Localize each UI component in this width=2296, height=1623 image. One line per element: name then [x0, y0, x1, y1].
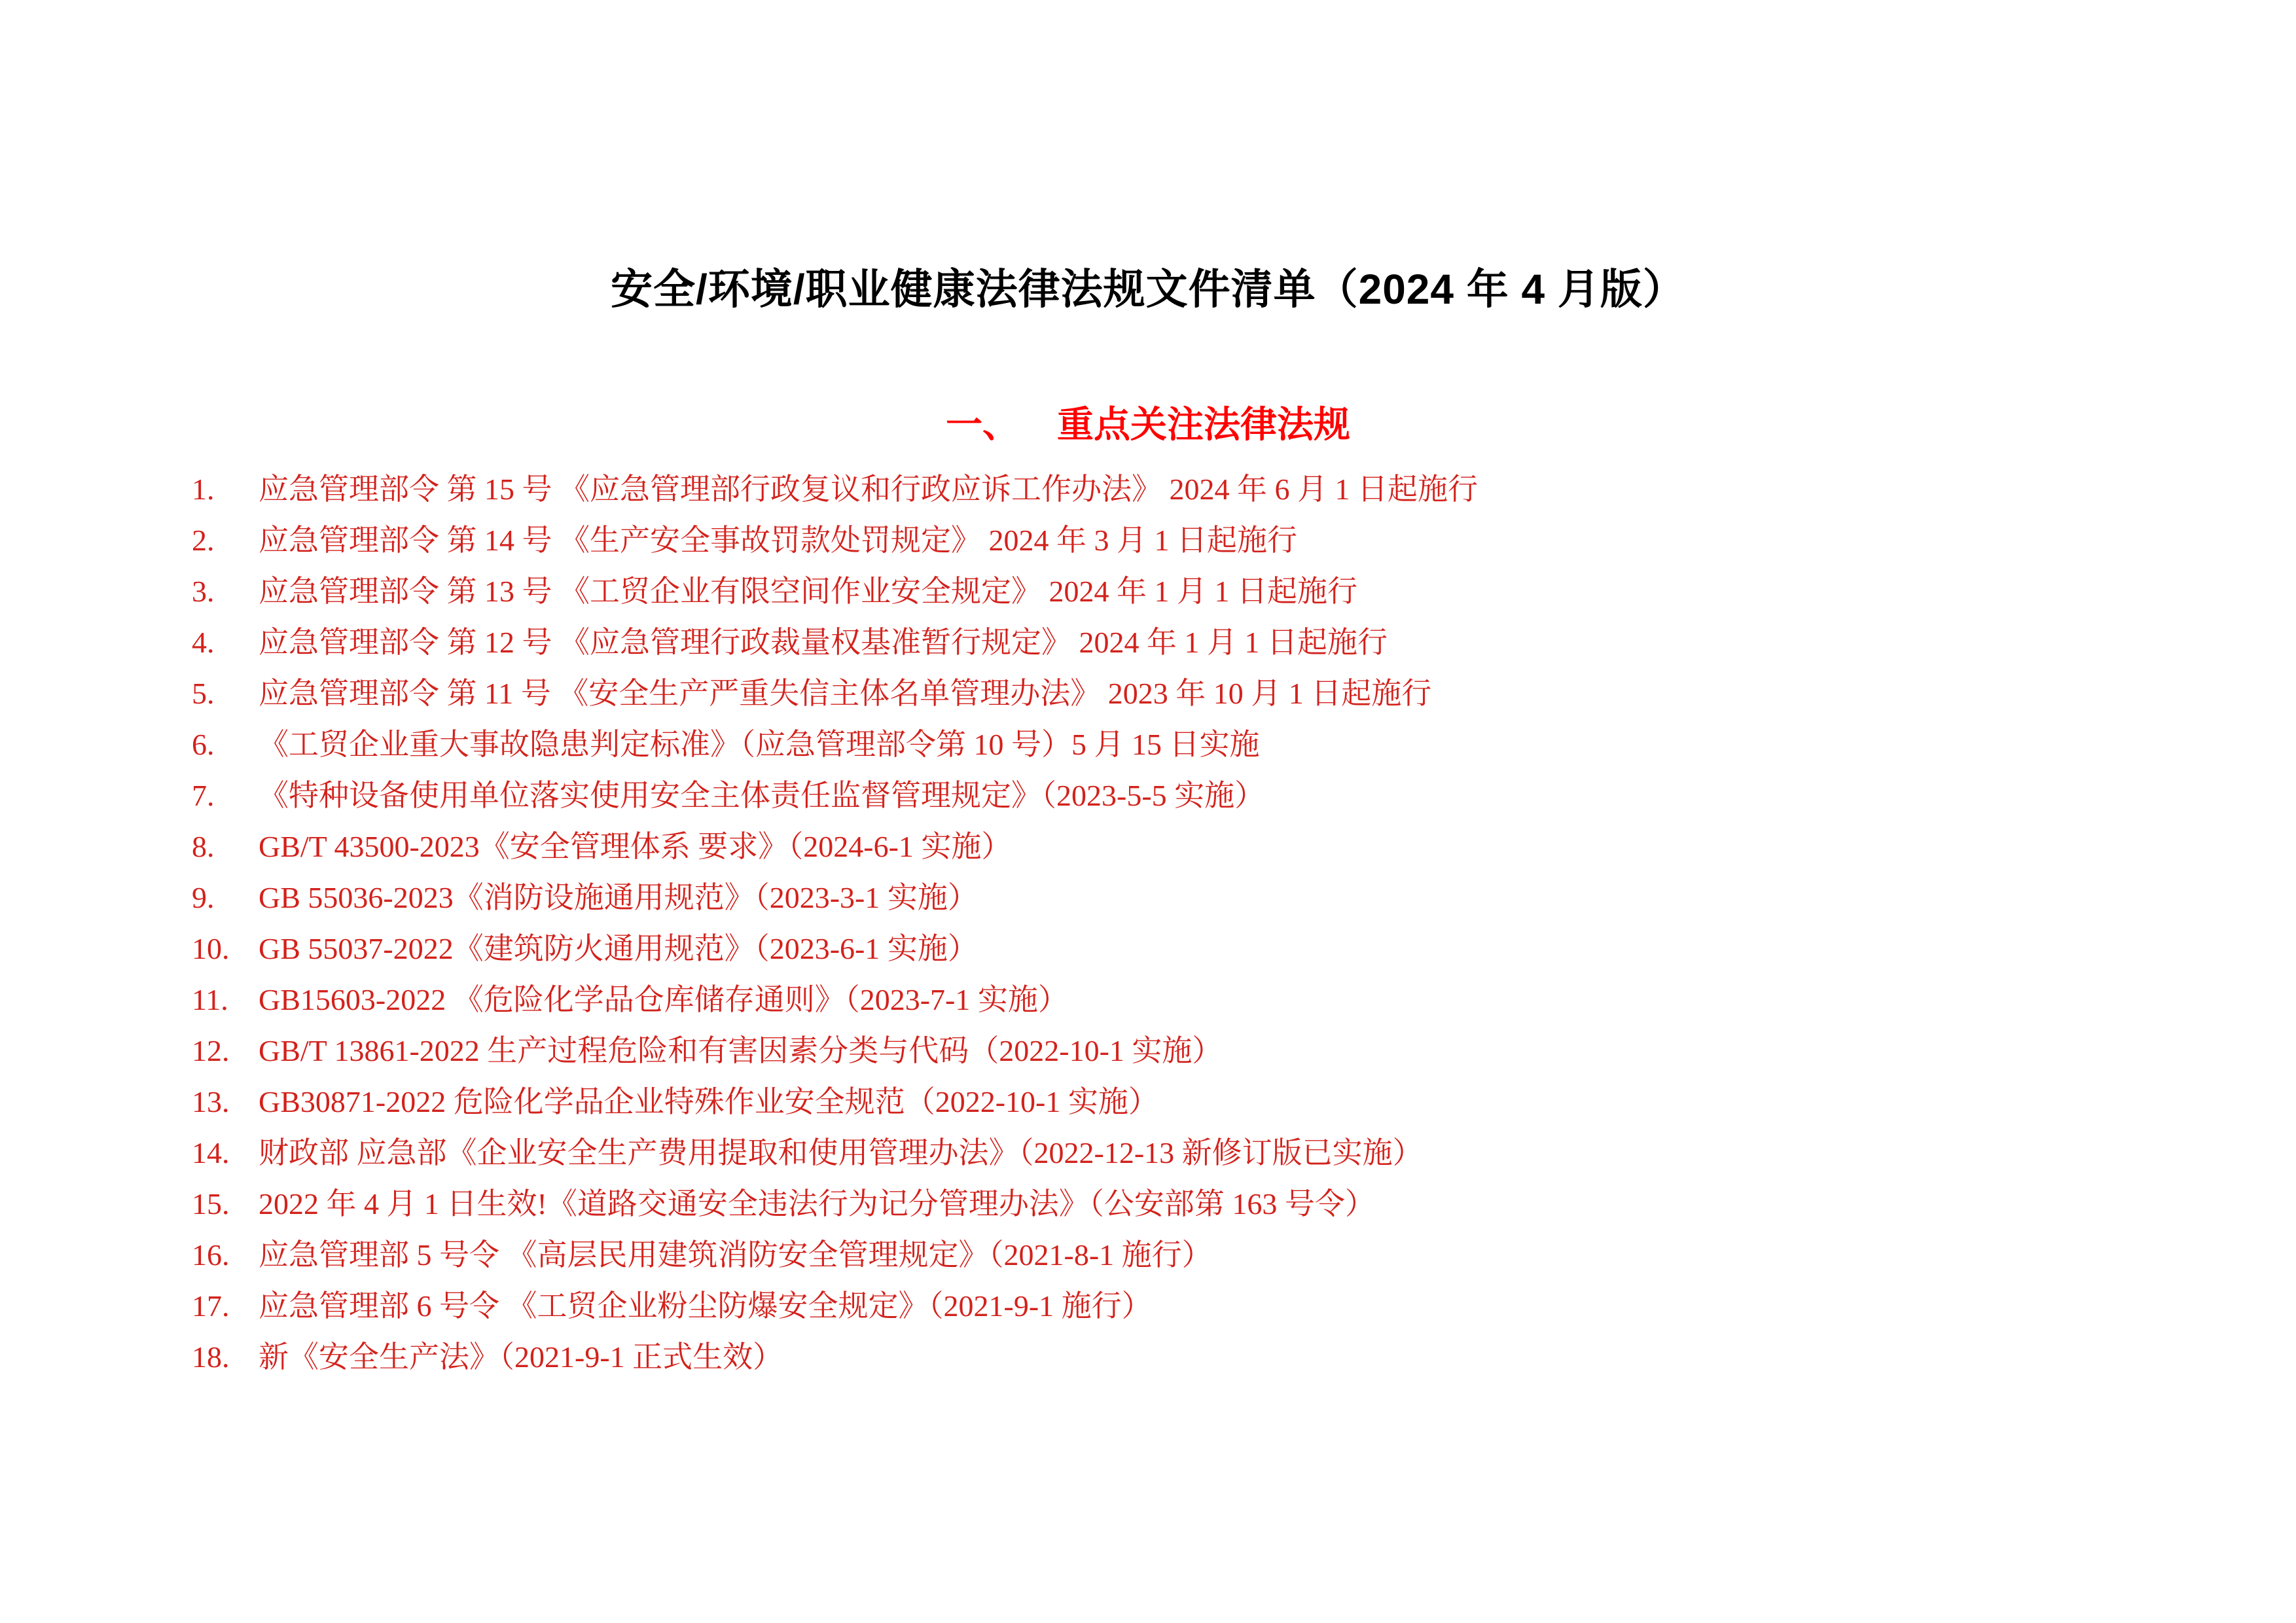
list-item-number: 12. [192, 1034, 230, 1067]
list-item-text: 《工贸企业重大事故隐患判定标准》（应急管理部令第 10 号）5 月 15 日实施 [259, 728, 1260, 761]
list-item-number: 4. [192, 626, 215, 659]
list-item-text: GB/T 13861-2022 生产过程危险和有害因素分类与代码（2022-10-1 实施） [259, 1034, 1223, 1067]
list-item-text: 应急管理部令 第 11 号 《安全生产严重失信主体名单管理办法》 2023 年 10 月 1 日起施行 [259, 677, 1432, 710]
list-item-text: 财政部 应急部《企业安全生产费用提取和使用管理办法》（2022-12-13 新修订版已实施） [259, 1136, 1423, 1169]
list-item [192, 1077, 2244, 1128]
list-item-number: 10. [192, 932, 230, 965]
list-item-number: 15. [192, 1187, 230, 1221]
list-item-text: 《特种设备使用单位落实使用安全主体责任监督管理规定》（2023-5-5 实施） [259, 779, 1265, 812]
list-item-number: 5. [192, 677, 215, 710]
list-item-number: 16. [192, 1238, 230, 1272]
list-item-number: 13. [192, 1085, 230, 1118]
list-item [192, 515, 2244, 566]
list-item-number: 17. [192, 1289, 230, 1323]
list-item [192, 464, 2244, 515]
list-item-number: 2. [192, 524, 215, 557]
section-number: 一、 [946, 404, 1019, 445]
list-item [192, 1281, 2244, 1332]
list-item [192, 668, 2244, 719]
list-item-number: 11. [192, 983, 228, 1016]
list-item-number: 3. [192, 575, 215, 608]
section-heading [0, 401, 2296, 448]
list-item-text: 应急管理部令 第 15 号 《应急管理部行政复议和行政应诉工作办法》 2024 年 6 月 1 日起施行 [259, 473, 1478, 506]
list-item-number: 8. [192, 830, 215, 863]
list-item-number: 14. [192, 1136, 230, 1169]
list-item-text: GB 55037-2022《建筑防火通用规范》（2023-6-1 实施） [259, 932, 978, 965]
list-item-number: 6. [192, 728, 215, 761]
list-item-number: 7. [192, 779, 215, 812]
list-item [192, 719, 2244, 770]
list-item [192, 1332, 2244, 1383]
document-title: 安全/环境/职业健康法律法规文件清单（2024 年 4 月版） [611, 266, 1685, 313]
list-item [192, 566, 2244, 617]
law-list [192, 464, 2244, 1383]
list-item-text: 新《安全生产法》（2021-9-1 正式生效） [259, 1340, 783, 1374]
list-item-text: 应急管理部令 第 12 号 《应急管理行政裁量权基准暂行规定》 2024 年 1 月 1 日起施行 [259, 626, 1388, 659]
list-item [192, 1230, 2244, 1281]
list-item-text: 2022 年 4 月 1 日生效!《道路交通安全违法行为记分管理办法》（公安部第 163 号令） [259, 1187, 1375, 1221]
list-item-text: 应急管理部 6 号令 《工贸企业粉尘防爆安全规定》（2021-9-1 施行） [259, 1289, 1152, 1323]
list-item-text: 应急管理部令 第 14 号 《生产安全事故罚款处罚规定》 2024 年 3 月 1 日起施行 [259, 524, 1297, 557]
list-item [192, 617, 2244, 668]
list-item [192, 923, 2244, 974]
list-item [192, 1128, 2244, 1179]
list-item [192, 1026, 2244, 1077]
list-item-text: GB30871-2022 危险化学品企业特殊作业安全规范（2022-10-1 实施） [259, 1085, 1158, 1118]
list-item [192, 872, 2244, 923]
list-item [192, 770, 2244, 821]
list-item-number: 18. [192, 1340, 230, 1374]
list-item [192, 1179, 2244, 1230]
list-item-text: GB15603-2022 《危险化学品仓库储存通则》（2023-7-1 实施） [259, 983, 1068, 1016]
list-item-text: 应急管理部令 第 13 号 《工贸企业有限空间作业安全规定》 2024 年 1 月 1 日起施行 [259, 575, 1357, 608]
section-label: 重点关注法律法规 [1057, 404, 1350, 445]
list-item-text: GB/T 43500-2023《安全管理体系 要求》（2024-6-1 实施） [259, 830, 1012, 863]
list-item-text: GB 55036-2023《消防设施通用规范》（2023-3-1 实施） [259, 881, 978, 914]
list-item [192, 974, 2244, 1026]
list-item-text: 应急管理部 5 号令 《高层民用建筑消防安全管理规定》（2021-8-1 施行） [259, 1238, 1212, 1272]
list-item-number: 1. [192, 473, 215, 506]
list-item-number: 9. [192, 881, 215, 914]
list-item [192, 821, 2244, 872]
